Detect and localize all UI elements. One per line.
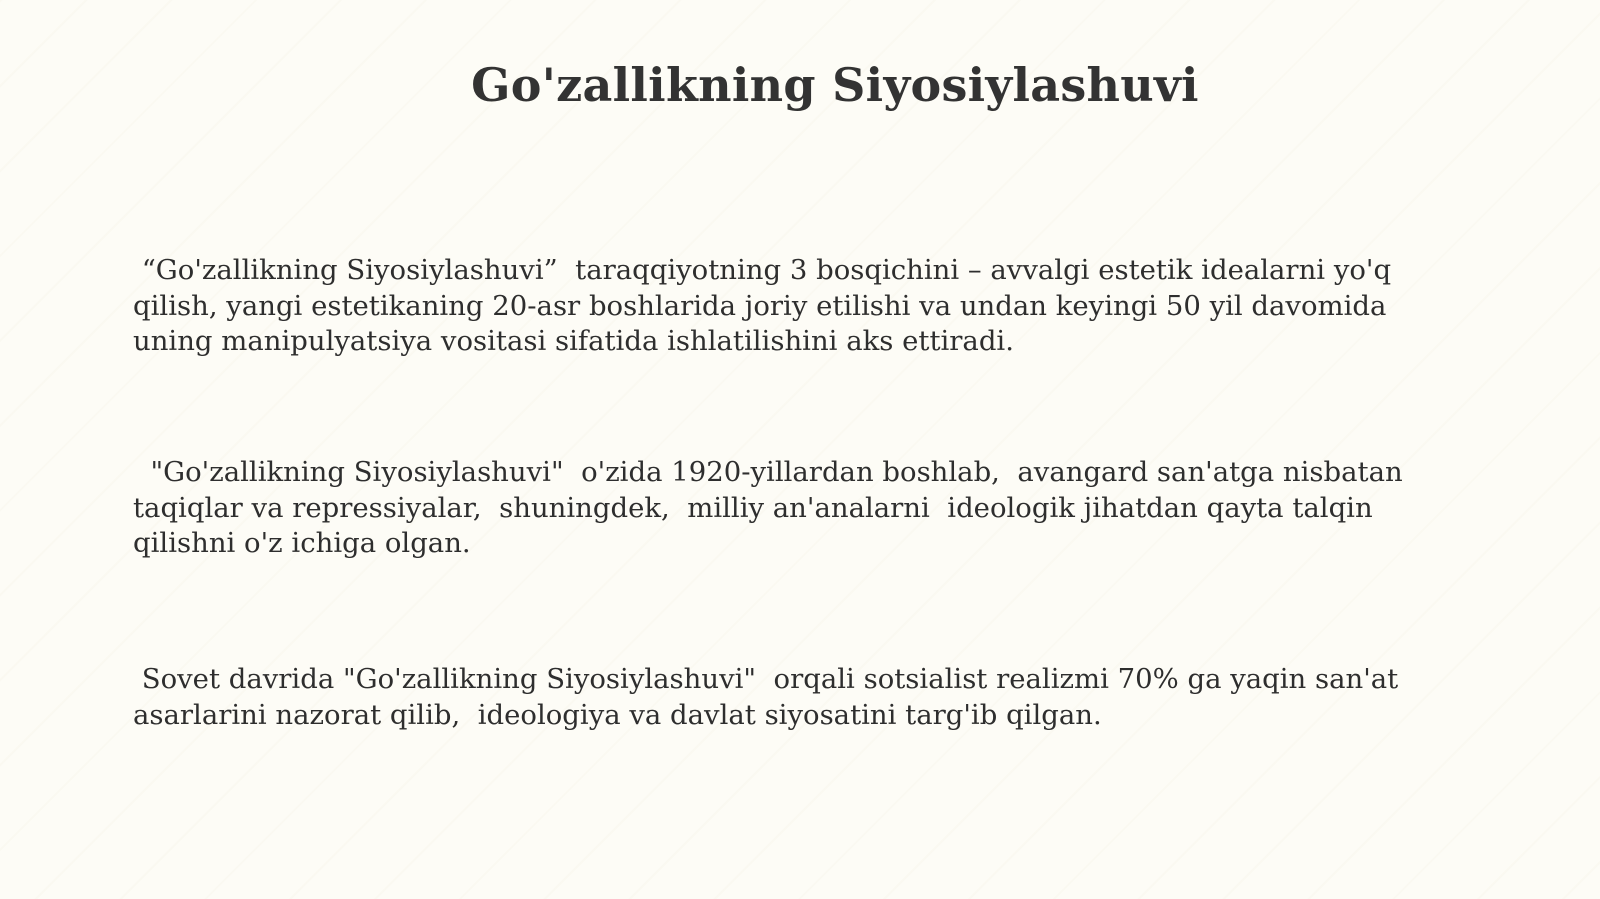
paragraph-3: Sovet davrida "Go'zallikning Siyosiylashuvi" orqali sotsialist realizmi 70% ga yaqin san'at asarlarini nazorat qilib, ideologiya va davlat siyosatini targ'ib qilgan. <box>133 663 1407 731</box>
slide-title: Go'zallikning Siyosiylashuvi <box>471 58 1199 112</box>
paragraph-1: “Go'zallikning Siyosiylashuvi” taraqqiyotning 3 bosqichini – avvalgi estetik idealarni yo'q qilish, yangi estetikaning 20-asr boshlarida joriy etilishi va undan keyingi 50 yil davomida uning manipulyatsiya vositasi sifatida ishlatilishini aks ettiradi. <box>133 254 1400 357</box>
paragraph-2: "Go'zallikning Siyosiylashuvi" o'zida 1920-yillardan boshlab, avangard san'atga nisbatan taqiqlar va repressiyalar, shuningdek, milliy an'analarni ideologik jihatdan qayta talqin qilishni o'z ichiga olgan. <box>133 456 1412 559</box>
